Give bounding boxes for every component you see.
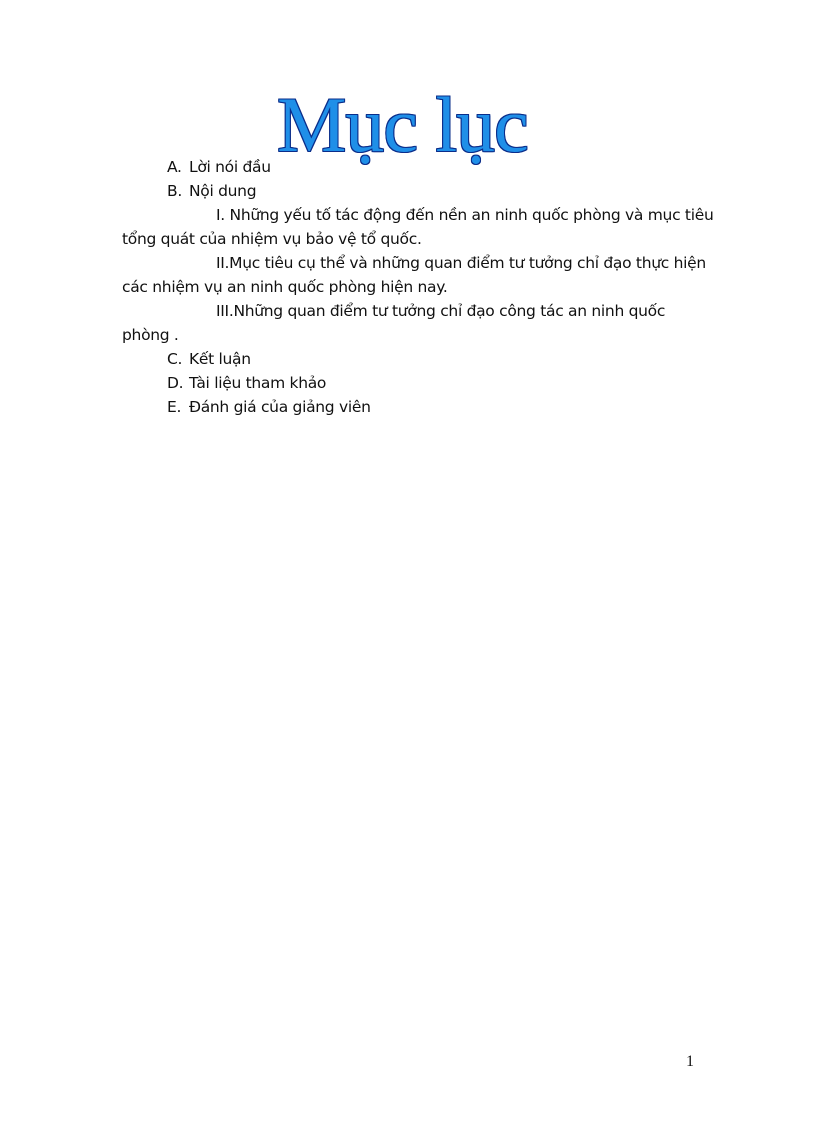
toc-entry-b2-line1: II.Mục tiêu cụ thể và những quan điểm tư tưởng chỉ đạo thực hiện — [216, 254, 706, 272]
toc-entry-e — [167, 397, 371, 417]
toc-entry-b — [167, 181, 256, 201]
toc-marker-c: C. — [167, 350, 183, 368]
toc-entry-b3-line2: phòng . — [122, 326, 179, 344]
toc-entry-a — [167, 157, 271, 177]
toc-marker-e: E. — [167, 398, 182, 416]
toc-marker-d: D. — [167, 374, 184, 392]
toc-text-c: Kết luận — [189, 350, 251, 368]
toc-text-b: Nội dung — [189, 182, 257, 200]
page-title: Mục lục — [277, 81, 528, 168]
toc-entry-b1-line2: tổng quát của nhiệm vụ bảo vệ tổ quốc. — [122, 230, 422, 248]
toc-marker-b: B. — [167, 182, 182, 200]
toc-entry-d — [167, 373, 326, 393]
toc-text-a: Lời nói đầu — [189, 158, 271, 176]
toc-entry-b2-line2: các nhiệm vụ an ninh quốc phòng hiện nay. — [122, 278, 448, 296]
page-number: 1 — [686, 1053, 694, 1070]
toc-marker-a: A. — [167, 158, 182, 176]
toc-entry-b3-line1: III.Những quan điểm tư tưởng chỉ đạo công tác an ninh quốc — [216, 302, 666, 320]
toc-entry-c — [167, 349, 251, 369]
toc-text-d: Tài liệu tham khảo — [189, 374, 327, 392]
toc-text-e: Đánh giá của giảng viên — [189, 398, 371, 416]
toc-entry-b1-line1: I. Những yếu tố tác động đến nền an ninh quốc phòng và mục tiêu — [216, 206, 714, 224]
